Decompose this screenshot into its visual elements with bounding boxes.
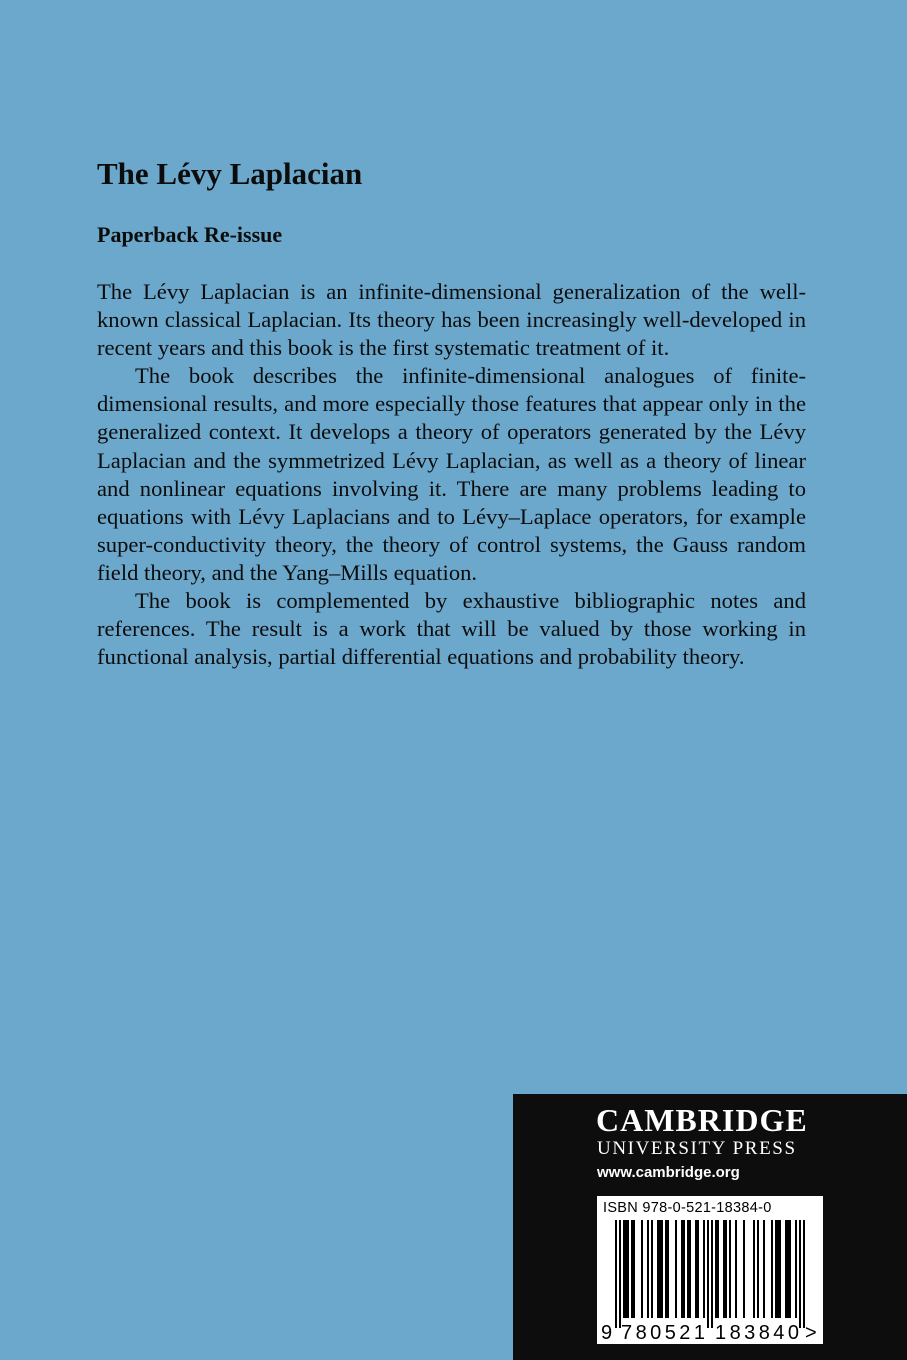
barcode-bar	[789, 1220, 791, 1318]
barcode-bars	[597, 1196, 823, 1344]
barcode-bar	[659, 1220, 661, 1318]
barcode-bar	[799, 1220, 801, 1328]
barcode-bar	[711, 1220, 713, 1328]
barcode-bar	[695, 1220, 697, 1318]
barcode-bar	[689, 1220, 691, 1318]
barcode-bar	[715, 1220, 717, 1318]
barcode-bar	[623, 1220, 625, 1318]
barcode-bar	[633, 1220, 635, 1318]
barcode-bar	[651, 1220, 653, 1318]
barcode-bar	[763, 1220, 765, 1318]
barcode-bar	[785, 1220, 787, 1318]
barcode-end-mark: >	[805, 1322, 817, 1344]
barcode-bar	[675, 1220, 677, 1318]
blurb-paragraph: The Lévy Laplacian is an infinite-dimensional generalization of the well-known classical Laplacian. Its theory has been increasingly well-developed in recent years and this book is the first systematic treatment of it.	[97, 279, 806, 361]
barcode-bar	[681, 1220, 683, 1318]
blurb-paragraph: The book is complemented by exhaustive bibliographic notes and references. The result is a work that will be valued by those working in functional analysis, partial differential equations and probability theory.	[97, 588, 806, 670]
isbn-barcode	[597, 1196, 823, 1344]
barcode-bar	[667, 1220, 669, 1318]
publisher-logo-subname: UNIVERSITY PRESS	[597, 1138, 797, 1159]
barcode-bar	[641, 1220, 643, 1318]
barcode-left-digits: 780521	[621, 1322, 705, 1344]
barcode-bar	[615, 1220, 617, 1328]
barcode-bar	[795, 1220, 797, 1318]
barcode-bar	[735, 1220, 737, 1318]
barcode-bar	[647, 1220, 649, 1318]
edition-subtitle: Paperback Re-issue	[97, 222, 283, 247]
barcode-bar	[803, 1220, 805, 1328]
barcode-bar	[697, 1220, 699, 1318]
barcode-bar	[725, 1220, 727, 1318]
barcode-bar	[771, 1220, 773, 1318]
barcode-right-digits: 183840	[715, 1322, 799, 1344]
barcode-bar	[627, 1220, 629, 1318]
barcode-bar	[779, 1220, 781, 1318]
publisher-logo-name: CAMBRIDGE	[596, 1102, 808, 1138]
barcode-bar	[625, 1220, 627, 1318]
book-title: The Lévy Laplacian	[97, 156, 363, 191]
barcode-bar	[683, 1220, 685, 1318]
barcode-bar	[703, 1220, 705, 1318]
barcode-bar	[743, 1220, 745, 1318]
barcode-bar	[775, 1220, 777, 1318]
barcode-bar	[657, 1220, 659, 1318]
blurb-paragraph: The book describes the infinite-dimensional analogues of finite-dimensional results, and more especially those features that appear only in the generalized context. It develops a theory of operators generated by the Lévy Laplacian and the symmetrized Lévy Laplacian, as well as a theory of linear and nonlinear equations involving it. There are many problems leading to equations with Lévy Laplacians and to Lévy–Laplace operators, for example super-conductivity theory, the theory of control systems, the Gauss random field theory, and the Yang–Mills equation.	[97, 363, 806, 585]
barcode-bar	[729, 1220, 731, 1318]
blurb-text	[97, 278, 806, 671]
barcode-bar	[687, 1220, 689, 1318]
barcode-bar	[787, 1220, 789, 1318]
barcode-bar	[757, 1220, 759, 1318]
publisher-panel	[513, 1094, 907, 1360]
barcode-lead-digit: 9	[601, 1322, 613, 1344]
barcode-bar	[631, 1220, 633, 1318]
barcode-bar	[707, 1220, 709, 1328]
barcode-bar	[753, 1220, 755, 1318]
barcode-bar	[723, 1220, 725, 1318]
barcode-bar	[665, 1220, 667, 1318]
barcode-bar	[619, 1220, 621, 1328]
barcode-bar	[777, 1220, 779, 1318]
barcode-bar	[717, 1220, 719, 1318]
isbn-label: ISBN 978-0-521-18384-0	[603, 1200, 772, 1216]
barcode-bar	[661, 1220, 663, 1318]
publisher-url: www.cambridge.org	[597, 1164, 740, 1181]
